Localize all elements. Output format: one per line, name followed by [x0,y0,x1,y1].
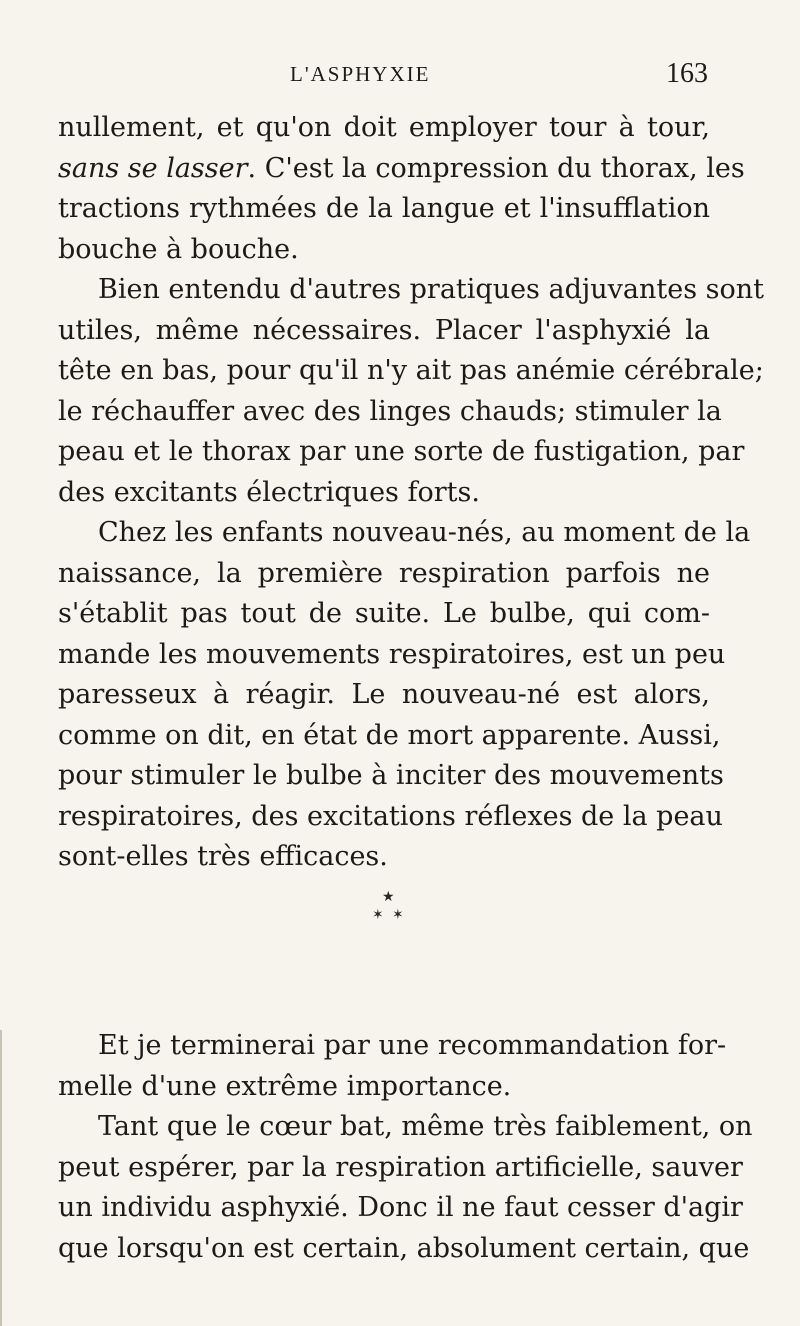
text-line: des excitants électriques forts. [58,476,480,508]
text-line: peut espérer, par la respiration artificielle, sauver [58,1151,743,1183]
text-line: un individu asphyxié. Donc il ne faut cesser d'agir [58,1192,743,1223]
text-line: Chez les enfants nouveau-nés, au moment de la [98,517,751,548]
text-line: sont-elles très efficaces. [58,841,388,872]
text-segment: . C'est la compression du thorax, les [247,152,745,184]
text-line: que lorsqu'on est certain, absolument certain, que [58,1232,750,1264]
text-line: tête en bas, pour qu'il n'y ait pas anémie cérébrale; [58,355,764,386]
text-line: Tant que le cœur bat, même très faiblement, on [98,1111,753,1142]
text-line: le réchauffer avec des linges chauds; stimuler la [58,395,722,427]
text-line: melle d'une extrême importance. [58,1070,512,1102]
paragraph [58,1026,727,1107]
binding-edge-shadow [0,1030,2,1326]
emphasis-text: sans se lasser [58,152,248,184]
text-line: Et je terminerai par une recommandation for- [98,1030,727,1061]
text-line [58,149,745,190]
text-line: bouche à bouche. [58,233,299,265]
star-icon: ✶ [372,907,384,923]
paragraph-continuation [58,108,745,270]
text-line: naissance, la première respiration parfois ne [58,557,710,589]
paragraph [58,270,764,513]
star-icon: ✶ [392,907,404,923]
text-block-top [58,108,764,878]
text-line: nullement, et qu'on doit employer tour à tour, [58,112,710,143]
paragraph [58,513,751,878]
running-head [60,58,710,94]
text-line: peau et le thorax par une sorte de fustigation, par [58,436,745,467]
text-line: mande les mouvements respiratoires, est un peu [58,638,726,670]
text-line: s'établit pas tout de suite. Le bulbe, qui com- [58,598,710,629]
text-line: comme on dit, en état de mort apparente. Aussi, [58,719,721,751]
page-number: 163 [666,58,708,89]
star-icon: ★ [382,889,395,905]
text-block-bottom [58,1026,753,1269]
text-line: utiles, même nécessaires. Placer l'asphyxié la [58,314,710,346]
asterism-ornament [360,890,420,934]
text-line: respiratoires, des excitations réflexes de la peau [58,800,723,832]
running-title: L'ASPHYXIE [290,62,431,86]
paragraph [58,1107,753,1269]
text-line: paresseux à réagir. Le nouveau-né est alors, [58,679,710,710]
text-line: tractions rythmées de la langue et l'insufflation [58,193,710,224]
text-line: pour stimuler le bulbe à inciter des mouvements [58,760,724,791]
text-line: Bien entendu d'autres pratiques adjuvantes sont [98,274,764,305]
